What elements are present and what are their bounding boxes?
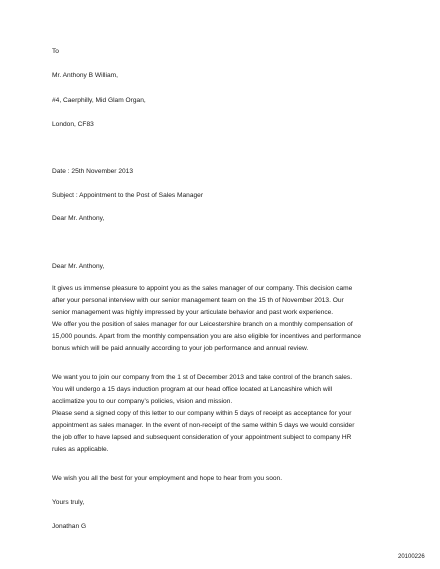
to-label: To [52, 48, 59, 55]
closing-wish: We wish you all the best for your employment and hope to hear from you soon. [52, 475, 283, 482]
signatory-name: Jonathan G [52, 523, 87, 530]
paragraph-2-line: appointment as sales manager. In the event of non-receipt of the same within 5 days we would consider [52, 422, 355, 429]
subject-line: Subject : Appointment to the Post of Sales Manager [52, 192, 204, 199]
paragraph-1-line: bonus which will be paid annually according to your job performance and annual review. [52, 345, 309, 352]
paragraph-2-line: the job offer to have lapsed and subsequent consideration of your appointment subject to company HR [52, 434, 352, 441]
paragraph-2-line: Please send a signed copy of this letter to our company within 5 days of receipt as acceptance for your [52, 410, 352, 417]
recipient-address-line2: London, CF83 [52, 121, 94, 128]
paragraph-1-line: after your personal interview with our senior management team on the 15 th of November 2013. Our [52, 297, 344, 304]
sign-off: Yours truly, [52, 499, 85, 506]
paragraph-1-line: We offer you the position of sales manager for our Leicestershire branch on a monthly compensation of [52, 321, 353, 328]
salutation: Dear Mr. Anthony, [52, 215, 105, 222]
footer-code: 20100226 [398, 554, 425, 560]
paragraph-2-line: You will undergo a 15 days induction program at our head office located at Lancashire which will [52, 386, 333, 393]
recipient-name: Mr. Anthony B William, [52, 72, 118, 79]
salutation-repeat: Dear Mr. Anthony, [52, 263, 105, 270]
paragraph-1-line: 15,000 pounds. Apart from the monthly compensation you are also eligible for incentives and performance [52, 333, 361, 340]
paragraph-1-line: senior management was highly impressed by your articulate behavior and past work experience. [52, 309, 334, 316]
paragraph-2-line: acclimatize you to our company’s policies, vision and mission. [52, 398, 233, 405]
paragraph-1-line: It gives us immense pleasure to appoint you as the sales manager of our company. This decision came [52, 285, 353, 292]
recipient-address-line1: #4, Caerphilly, Mid Glam Organ, [52, 97, 146, 104]
date-line: Date : 25th November 2013 [52, 168, 134, 175]
paragraph-2-line: We want you to join our company from the 1 st of December 2013 and take control of the branch sales. [52, 374, 353, 381]
paragraph-2-line: rules as applicable. [52, 446, 109, 453]
